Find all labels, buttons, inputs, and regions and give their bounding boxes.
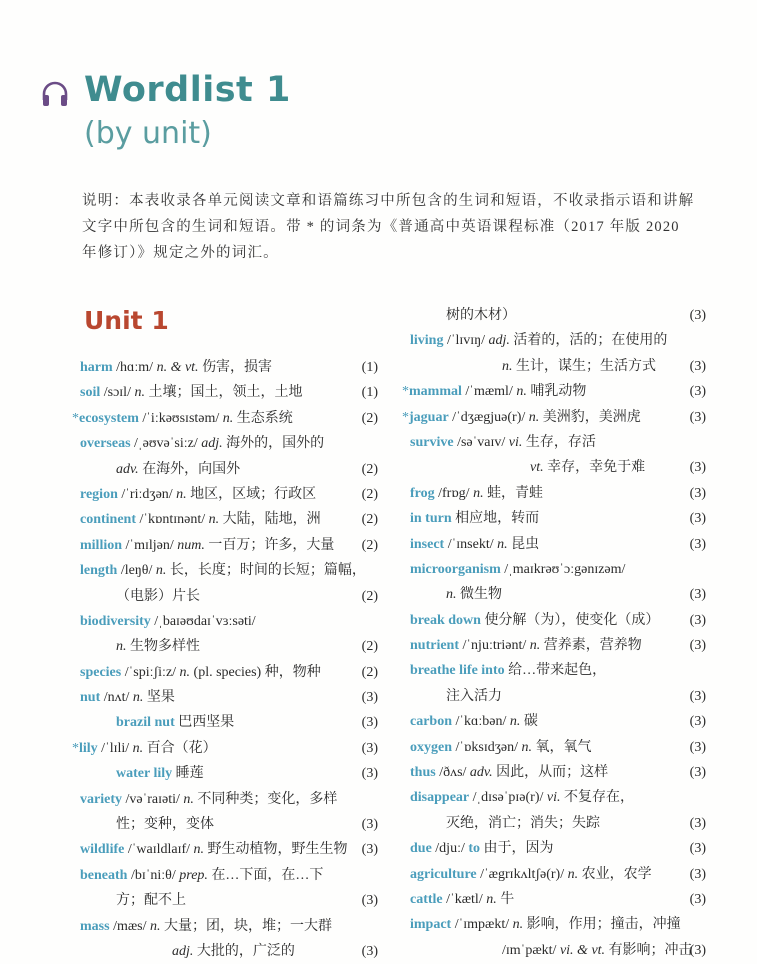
headword: harm	[80, 360, 113, 375]
headword: frog	[410, 485, 435, 501]
unit-reference: (3)	[689, 612, 706, 628]
unit-reference: (3)	[689, 866, 706, 882]
part-of-speech: n.	[528, 409, 540, 425]
unit-reference: (1)	[361, 385, 378, 401]
unit-reference: (3)	[689, 358, 706, 374]
asterisk-mark: *	[402, 409, 409, 425]
part-of-speech: adj.	[201, 436, 223, 452]
wordlist-entry-line	[410, 735, 706, 760]
headword: in turn	[410, 511, 452, 527]
part-of-speech: n.	[176, 486, 187, 502]
part-of-speech: n.	[183, 791, 194, 807]
phonetic: /ˌmaɪkrəʊˈɔːgənɪzəm/	[500, 561, 626, 577]
wordlist-entry-line	[80, 812, 378, 837]
definition: 在海外，向国外	[138, 461, 241, 477]
phonetic: /vəˈraɪəti/	[121, 791, 184, 807]
headword: impact	[410, 917, 452, 933]
definition: 长，长度；时间的长短；篇幅，	[166, 563, 366, 579]
headword: insect	[410, 536, 445, 552]
definition: 使分解（为），使变化（成）	[480, 612, 660, 628]
wordlist-entry-line	[80, 888, 378, 913]
definition: 不同种类；变化，多样	[193, 791, 338, 807]
wordlist-entry-line	[80, 431, 378, 456]
wordlist-entry-line	[80, 558, 378, 583]
wordlist-entry-line	[410, 760, 706, 785]
definition: 生计，谋生；生活方式	[512, 358, 656, 374]
phonetic: /ɪmˈpækt/	[502, 942, 560, 958]
definition: 大陆，陆地，洲	[219, 512, 321, 528]
phonetic: /ˈdʒægjuə(r)/	[448, 409, 529, 425]
phonetic: /ˈriːdʒən/	[117, 486, 177, 502]
headword: overseas	[80, 436, 131, 452]
phonetic: /ˈspiːʃiːz/	[121, 664, 180, 680]
headword: mammal	[409, 384, 462, 400]
wordlist-entry-line	[410, 836, 706, 861]
asterisk-mark: *	[72, 740, 79, 756]
page-title: Wordlist 1	[84, 70, 291, 110]
wordlist-entry-line	[410, 506, 706, 531]
part-of-speech: vi. & vt.	[559, 942, 606, 958]
part-of-speech: n.	[446, 587, 457, 603]
part-of-speech: n.	[155, 563, 167, 579]
unit-reference: (2)	[361, 639, 378, 655]
wordlist-entry-line	[410, 532, 706, 557]
part-of-speech: n.	[132, 690, 144, 706]
definition: 野生动植物，野生生物	[204, 842, 348, 858]
unit-reference: (3)	[689, 587, 706, 603]
headword: biodiversity	[80, 613, 151, 629]
wordlist-entry-line	[410, 430, 706, 455]
definition: 农业，农学	[578, 866, 652, 882]
unit-reference: (3)	[361, 715, 378, 731]
wordlist-entry-line	[80, 660, 378, 685]
part-of-speech: n.	[222, 410, 234, 426]
definition: 蛙，青蛙	[483, 485, 544, 501]
unit-reference: (3)	[689, 765, 706, 781]
headword: variety	[80, 791, 122, 807]
phonetic: /ðʌs/	[435, 765, 470, 781]
part-of-speech: n.	[497, 536, 508, 552]
headword: million	[80, 537, 123, 553]
headword: beneath	[80, 867, 128, 883]
phonetic: /ˈkɑːbən/	[452, 714, 510, 730]
headphones-icon	[40, 80, 70, 108]
definition: 美洲豹，美洲虎	[539, 409, 641, 425]
definition: 因此，从而；这样	[492, 765, 609, 781]
wordlist-entry-line	[80, 584, 378, 609]
wordlist-entry-line	[410, 684, 706, 709]
wordlist-entry-line	[410, 862, 706, 887]
wordlist-entry-line	[80, 685, 378, 710]
part-of-speech: n.	[567, 866, 579, 882]
headword: length	[80, 563, 118, 579]
definition: 方；配不上	[116, 893, 186, 909]
definition: (pl. species) 种，物种	[190, 664, 321, 680]
headword: carbon	[410, 714, 452, 730]
definition: 一百万；许多，大量	[204, 537, 335, 553]
definition: 海外的，国外的	[222, 436, 325, 452]
headword: jaguar	[409, 409, 449, 425]
wordlist-entry-line	[410, 557, 706, 582]
headword: wildlife	[80, 842, 125, 858]
definition: 生态系统	[233, 410, 293, 426]
wordlist-entry-line	[410, 887, 706, 912]
part-of-speech: adv.	[116, 461, 139, 477]
wordlist-entry-line	[410, 633, 706, 658]
definition: 影响，作用；撞击，冲撞	[523, 917, 681, 933]
wordlist-entry-line	[80, 710, 378, 735]
definition: 由于，因为	[480, 841, 554, 857]
part-of-speech: n.	[179, 664, 191, 680]
part-of-speech: adj.	[172, 943, 194, 959]
part-of-speech: vi.	[508, 434, 523, 450]
phonetic: /leŋθ/	[117, 563, 156, 579]
part-of-speech: prep.	[179, 867, 208, 883]
unit-reference: (3)	[689, 815, 706, 831]
unit-reference: (3)	[689, 485, 706, 501]
phonetic: /sɔɪl/	[100, 385, 135, 401]
headword: living	[410, 333, 444, 349]
definition: 大批的，广泛的	[193, 943, 295, 959]
wordlist-entry-line	[80, 355, 378, 380]
part-of-speech: adj.	[488, 333, 510, 349]
part-of-speech: n.	[509, 714, 521, 730]
part-of-speech: adv.	[469, 765, 493, 781]
part-of-speech: vt.	[530, 460, 544, 476]
definition: 在…下面，在…下	[207, 867, 324, 883]
headword-part: to	[468, 841, 481, 857]
wordlist-entry-line	[80, 761, 378, 786]
unit-reference: (2)	[361, 410, 378, 426]
wordlist-entry-line	[410, 658, 706, 683]
part-of-speech: n.	[134, 385, 145, 401]
part-of-speech: n.	[486, 891, 497, 907]
unit-reference: (3)	[689, 409, 706, 425]
unit-reference: (3)	[689, 511, 706, 527]
part-of-speech: n.	[193, 842, 205, 858]
wordlist-entry-line	[80, 457, 378, 482]
wordlist-entry-line	[410, 938, 706, 963]
unit-reference: (3)	[689, 739, 706, 755]
unit-reference: (3)	[361, 766, 378, 782]
headword: due	[410, 841, 432, 857]
phonetic: /ˈkɒntɪnənt/	[136, 512, 209, 528]
definition: 微生物	[456, 587, 502, 603]
definition: 注入活力	[446, 688, 502, 704]
headword: survive	[410, 434, 454, 450]
unit-reference: (2)	[361, 537, 378, 553]
wordlist-entry-line	[410, 912, 706, 937]
wordlist-entry-line	[410, 785, 706, 810]
unit-reference: (1)	[361, 360, 378, 375]
headword: lily	[79, 740, 98, 756]
phonetic: /ˈlɪli/	[97, 740, 133, 756]
wordlist-entry-line	[80, 634, 378, 659]
unit-reference: (3)	[689, 536, 706, 552]
wordlist-entry-line	[80, 482, 378, 507]
unit-reference: (3)	[689, 714, 706, 730]
wordlist-entry-line	[410, 354, 706, 379]
unit-reference: (2)	[361, 664, 378, 680]
headword: region	[80, 486, 118, 502]
definition: 碳	[520, 714, 538, 730]
part-of-speech: n.	[208, 512, 220, 528]
phonetic: /ˈɪnsekt/	[444, 536, 498, 552]
definition: 树的木材）	[446, 308, 516, 323]
definition: 大量；团，块，堆；一大群	[160, 918, 333, 934]
unit-reference: (2)	[361, 461, 378, 477]
phonetic: /ˌbaɪəʊdaɪˈvɜːsəti/	[150, 613, 256, 629]
part-of-speech: n.	[116, 639, 127, 655]
headword: oxygen	[410, 739, 452, 755]
phonetic: /ˈmæml/	[461, 384, 517, 400]
wordlist-entry-line	[410, 455, 706, 480]
part-of-speech: vi.	[546, 790, 561, 806]
part-of-speech: n.	[516, 384, 527, 400]
unit-heading: Unit 1	[84, 306, 169, 335]
definition: 巴西坚果	[174, 715, 235, 731]
unit-reference: (3)	[689, 688, 706, 704]
wordlist-entry-line	[72, 406, 378, 431]
headword: microorganism	[410, 561, 501, 577]
unit-reference: (3)	[689, 841, 706, 857]
phonetic: /mæs/	[109, 918, 151, 934]
wordlist-entry-line	[410, 303, 706, 328]
phonetic: /ˈiːkəʊsɪstəm/	[138, 410, 223, 426]
wordlist-entry-line	[80, 533, 378, 558]
unit-reference: (3)	[361, 817, 378, 833]
phonetic: /ˈlɪvɪŋ/	[443, 333, 489, 349]
phonetic: /ˈnjuːtriənt/	[459, 638, 530, 654]
phonetic: /ˌdɪsəˈpɪə(r)/	[469, 790, 547, 806]
part-of-speech: n.	[521, 739, 533, 755]
wordlist-entry-line	[80, 863, 378, 888]
part-of-speech: num.	[177, 537, 205, 553]
definition: 土壤；国土，领土，土地	[144, 385, 303, 401]
wordlist-entry-line	[410, 328, 706, 353]
unit-reference: (3)	[689, 460, 706, 476]
headword: disappear	[410, 790, 470, 806]
phonetic: /ˈkætl/	[442, 891, 487, 907]
unit-reference: (2)	[361, 486, 378, 502]
unit-reference: (3)	[689, 638, 706, 654]
headword: species	[80, 664, 122, 680]
unit-reference: (3)	[689, 308, 706, 323]
headword: soil	[80, 385, 101, 401]
definition: 牛	[496, 891, 515, 907]
phonetic: /nʌt/	[100, 690, 133, 706]
wordlist-entry-line	[402, 405, 706, 430]
wordlist-entry-line	[410, 709, 706, 734]
wordlist-entry-line	[80, 380, 378, 405]
page-subtitle: (by unit)	[84, 116, 212, 151]
unit-reference: (2)	[361, 588, 378, 604]
phonetic: /ˈɪmpækt/	[451, 917, 513, 933]
phonetic: /ˈægrɪkʌltʃə(r)/	[476, 866, 568, 882]
headword: break down	[410, 612, 481, 628]
part-of-speech: n.	[512, 917, 524, 933]
wordlist-entry-line	[80, 787, 378, 812]
headword: mass	[80, 918, 110, 934]
definition: 幸存，幸免于难	[543, 460, 646, 476]
wordlist-entry-line	[410, 582, 706, 607]
wordlist-entry-line	[80, 609, 378, 634]
headword: cattle	[410, 891, 443, 907]
wordlist-entry-line	[72, 736, 378, 761]
wordlist-entry-line	[410, 608, 706, 633]
headword: water lily	[116, 766, 173, 782]
definition: 生物多样性	[126, 639, 200, 655]
phonetic: /bɪˈniːθ/	[127, 867, 180, 883]
unit-reference: (3)	[361, 690, 378, 706]
phonetic: /frɒg/	[434, 485, 474, 501]
right-column	[402, 303, 706, 963]
definition: 相应地，转而	[451, 511, 540, 527]
headword: agriculture	[410, 866, 477, 882]
headword: continent	[80, 512, 136, 528]
headword: thus	[410, 765, 436, 781]
explanatory-note: 说明：本表收录各单元阅读文章和语篇练习中所包含的生词和短语，不收录指示语和讲解文字中所包含的生词和短语。带 * 的词条为《普通高中英语课程标准（2017 年版 2020 年修订）》规定之外的词汇。	[82, 193, 695, 261]
part-of-speech: n.	[502, 358, 513, 374]
headword: nut	[80, 690, 101, 706]
wordlist-entry-line	[80, 914, 378, 939]
phonetic: /ˈwaɪldlaɪf/	[124, 842, 194, 858]
asterisk-mark: *	[72, 410, 79, 426]
phonetic: /ˈmɪljən/	[122, 537, 178, 553]
unit-reference: (3)	[689, 891, 706, 907]
definition: 给…带来起色，	[504, 663, 607, 679]
headword: nutrient	[410, 638, 459, 654]
definition: 昆虫	[507, 536, 540, 552]
part-of-speech: n.	[473, 485, 484, 501]
definition: 活着的，活的；在使用的	[509, 333, 668, 349]
wordlist-entry-line	[80, 507, 378, 532]
wordlist-entry-line	[402, 379, 706, 404]
definition: 睡莲	[172, 766, 204, 782]
part-of-speech: n.	[150, 918, 161, 934]
definition: 性；变种，变体	[116, 817, 214, 833]
wordlist-entry-line	[80, 837, 378, 862]
definition: 伤害，损害	[198, 360, 273, 375]
unit-reference: (2)	[361, 512, 378, 528]
definition: 氧，氧气	[532, 739, 592, 755]
definition: 生存，存活	[522, 434, 596, 450]
definition: 哺乳动物	[526, 384, 587, 400]
unit-reference: (3)	[689, 384, 706, 400]
definition: 营养素，营养物	[540, 638, 642, 654]
definition: 坚果	[143, 690, 175, 706]
definition: 地区，区域；行政区	[186, 486, 317, 502]
phonetic: /səˈvaɪv/	[453, 434, 509, 450]
part-of-speech: n.	[132, 740, 144, 756]
wordlist-entry-line	[80, 939, 378, 964]
phonetic: /djuː/	[431, 841, 469, 857]
unit-reference: (3)	[361, 842, 378, 858]
definition: 有影响；冲击	[605, 942, 693, 958]
headword: brazil nut	[116, 715, 175, 731]
headword: ecosystem	[79, 410, 139, 426]
definition: 不复存在，	[560, 790, 634, 806]
phonetic: /ˈɒksɪdʒən/	[452, 739, 522, 755]
phonetic: /hɑːm/	[112, 360, 157, 375]
asterisk-mark: *	[402, 384, 409, 400]
part-of-speech: n.	[529, 638, 541, 654]
left-column	[72, 355, 378, 964]
definition: 灭绝，消亡；消失；失踪	[446, 815, 600, 831]
unit-reference: (3)	[361, 740, 378, 756]
definition: 百合（花）	[143, 740, 217, 756]
unit-reference: (3)	[361, 893, 378, 909]
wordlist-entry-line	[410, 811, 706, 836]
part-of-speech: n. & vt.	[156, 360, 199, 375]
phonetic: /ˌəʊvəˈsiːz/	[130, 436, 202, 452]
unit-reference: (3)	[689, 942, 706, 958]
headword: breathe life into	[410, 663, 505, 679]
definition: （电影）片长	[116, 588, 200, 604]
wordlist-entry-line	[410, 481, 706, 506]
unit-reference: (3)	[361, 943, 378, 959]
